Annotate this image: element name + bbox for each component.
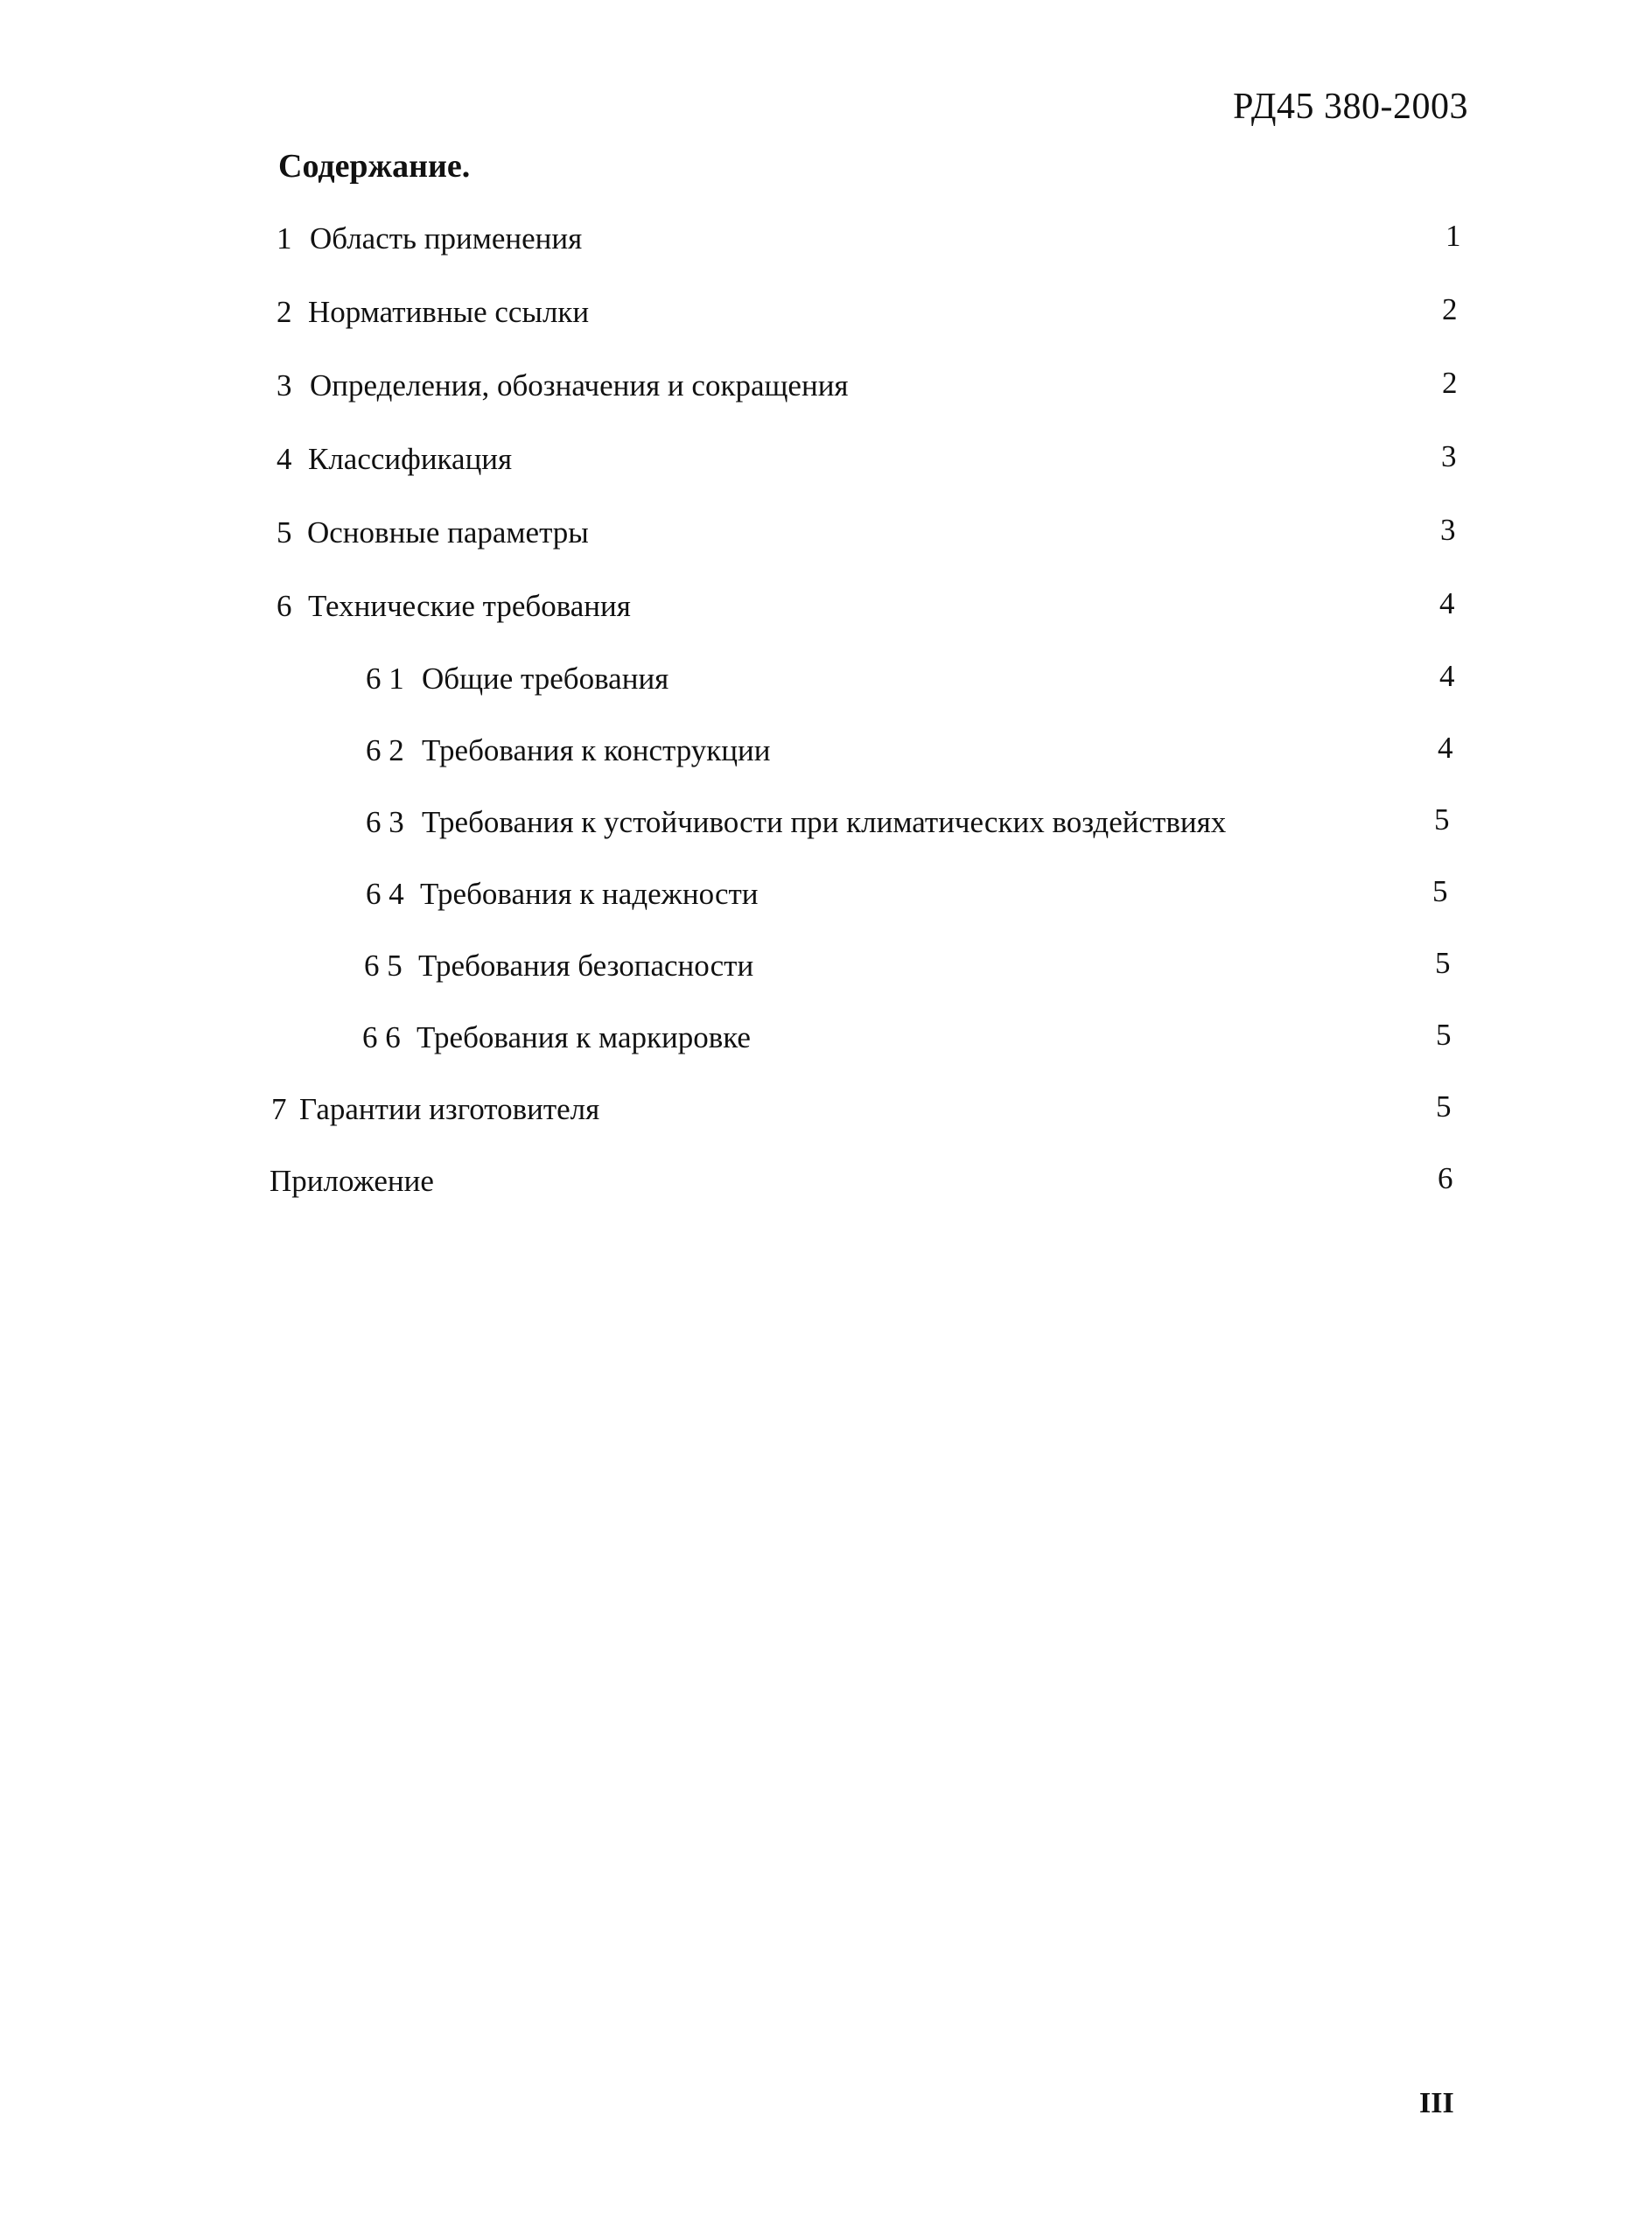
toc-entry-page: 4 — [1439, 659, 1455, 693]
toc-title: Содержание. — [278, 148, 471, 185]
toc-entry-number: 6 — [276, 589, 292, 623]
toc-entry-number: 6 4 — [366, 877, 404, 911]
toc-entry-title: Определения, обозначения и сокращения — [310, 368, 849, 403]
page-folio: III — [1419, 2087, 1454, 2119]
toc-entry-title: Требования к маркировке — [416, 1020, 751, 1054]
toc-entry-page: 3 — [1440, 513, 1456, 547]
toc-entry[interactable] — [276, 295, 589, 339]
toc-entry-page: 5 — [1435, 946, 1451, 980]
toc-entry-title: Технические требования — [308, 589, 631, 623]
toc-entry-title: Требования к конструкции — [422, 733, 771, 767]
toc-entry-page: 5 — [1436, 1018, 1452, 1052]
toc-entry-number: 5 — [276, 515, 292, 550]
toc-entry-title: Общие требования — [422, 662, 669, 696]
toc-entry[interactable] — [366, 877, 759, 921]
toc-entry-page: 4 — [1439, 586, 1455, 620]
toc-entry-page: 1 — [1446, 219, 1461, 253]
toc-entry[interactable] — [271, 1092, 599, 1136]
toc-entry[interactable] — [366, 733, 771, 777]
toc-entry-title: Требования к устойчивости при климатических воздействиях — [422, 805, 1227, 839]
toc-entry[interactable] — [276, 515, 589, 559]
toc-entry-page: 4 — [1438, 731, 1453, 765]
toc-entry[interactable] — [270, 1164, 434, 1208]
toc-entry[interactable] — [276, 442, 512, 486]
toc-entry-number: 6 6 — [362, 1020, 401, 1054]
toc-entry-page: 5 — [1436, 1089, 1452, 1124]
toc-entry-number: 3 — [276, 368, 292, 403]
toc-entry-number: 6 1 — [366, 662, 404, 696]
toc-entry[interactable] — [276, 368, 849, 412]
toc-entry-number: 6 3 — [366, 805, 404, 839]
document-code: РД45 380-2003 — [1233, 87, 1468, 127]
toc-entry-title: Основные параметры — [307, 515, 589, 550]
toc-entry-page: 6 — [1438, 1161, 1453, 1195]
toc-entry-page: 2 — [1442, 292, 1458, 326]
toc-entry-number: 6 5 — [364, 949, 402, 983]
toc-entry[interactable] — [276, 589, 631, 633]
toc-entry-title: Требования к надежности — [420, 877, 759, 911]
toc-entry-number: 1 — [276, 221, 292, 256]
toc-entry-number: 6 2 — [366, 733, 404, 767]
toc-entry-page: 5 — [1432, 874, 1448, 908]
toc-entry[interactable] — [276, 221, 582, 265]
toc-entry-number: 4 — [276, 442, 292, 476]
toc-entry-page: 3 — [1441, 439, 1457, 473]
toc-entry-title: Приложение — [270, 1164, 434, 1198]
toc-entry-page: 2 — [1442, 366, 1458, 400]
toc-entry[interactable] — [362, 1020, 751, 1064]
toc-entry[interactable] — [364, 949, 753, 992]
toc-entry-title: Область применения — [310, 221, 583, 256]
toc-entry-number: 2 — [276, 295, 292, 329]
toc-entry-title: Требования безопасности — [418, 949, 754, 983]
toc-entry[interactable] — [366, 662, 668, 705]
toc-entry-page: 5 — [1434, 802, 1450, 837]
toc-entry[interactable] — [366, 805, 1226, 849]
toc-entry-number: 7 — [271, 1092, 287, 1126]
toc-entry-title: Нормативные ссылки — [308, 295, 590, 329]
toc-entry-title: Гарантии изготовителя — [299, 1092, 600, 1126]
toc-entry-title: Классификация — [308, 442, 513, 476]
